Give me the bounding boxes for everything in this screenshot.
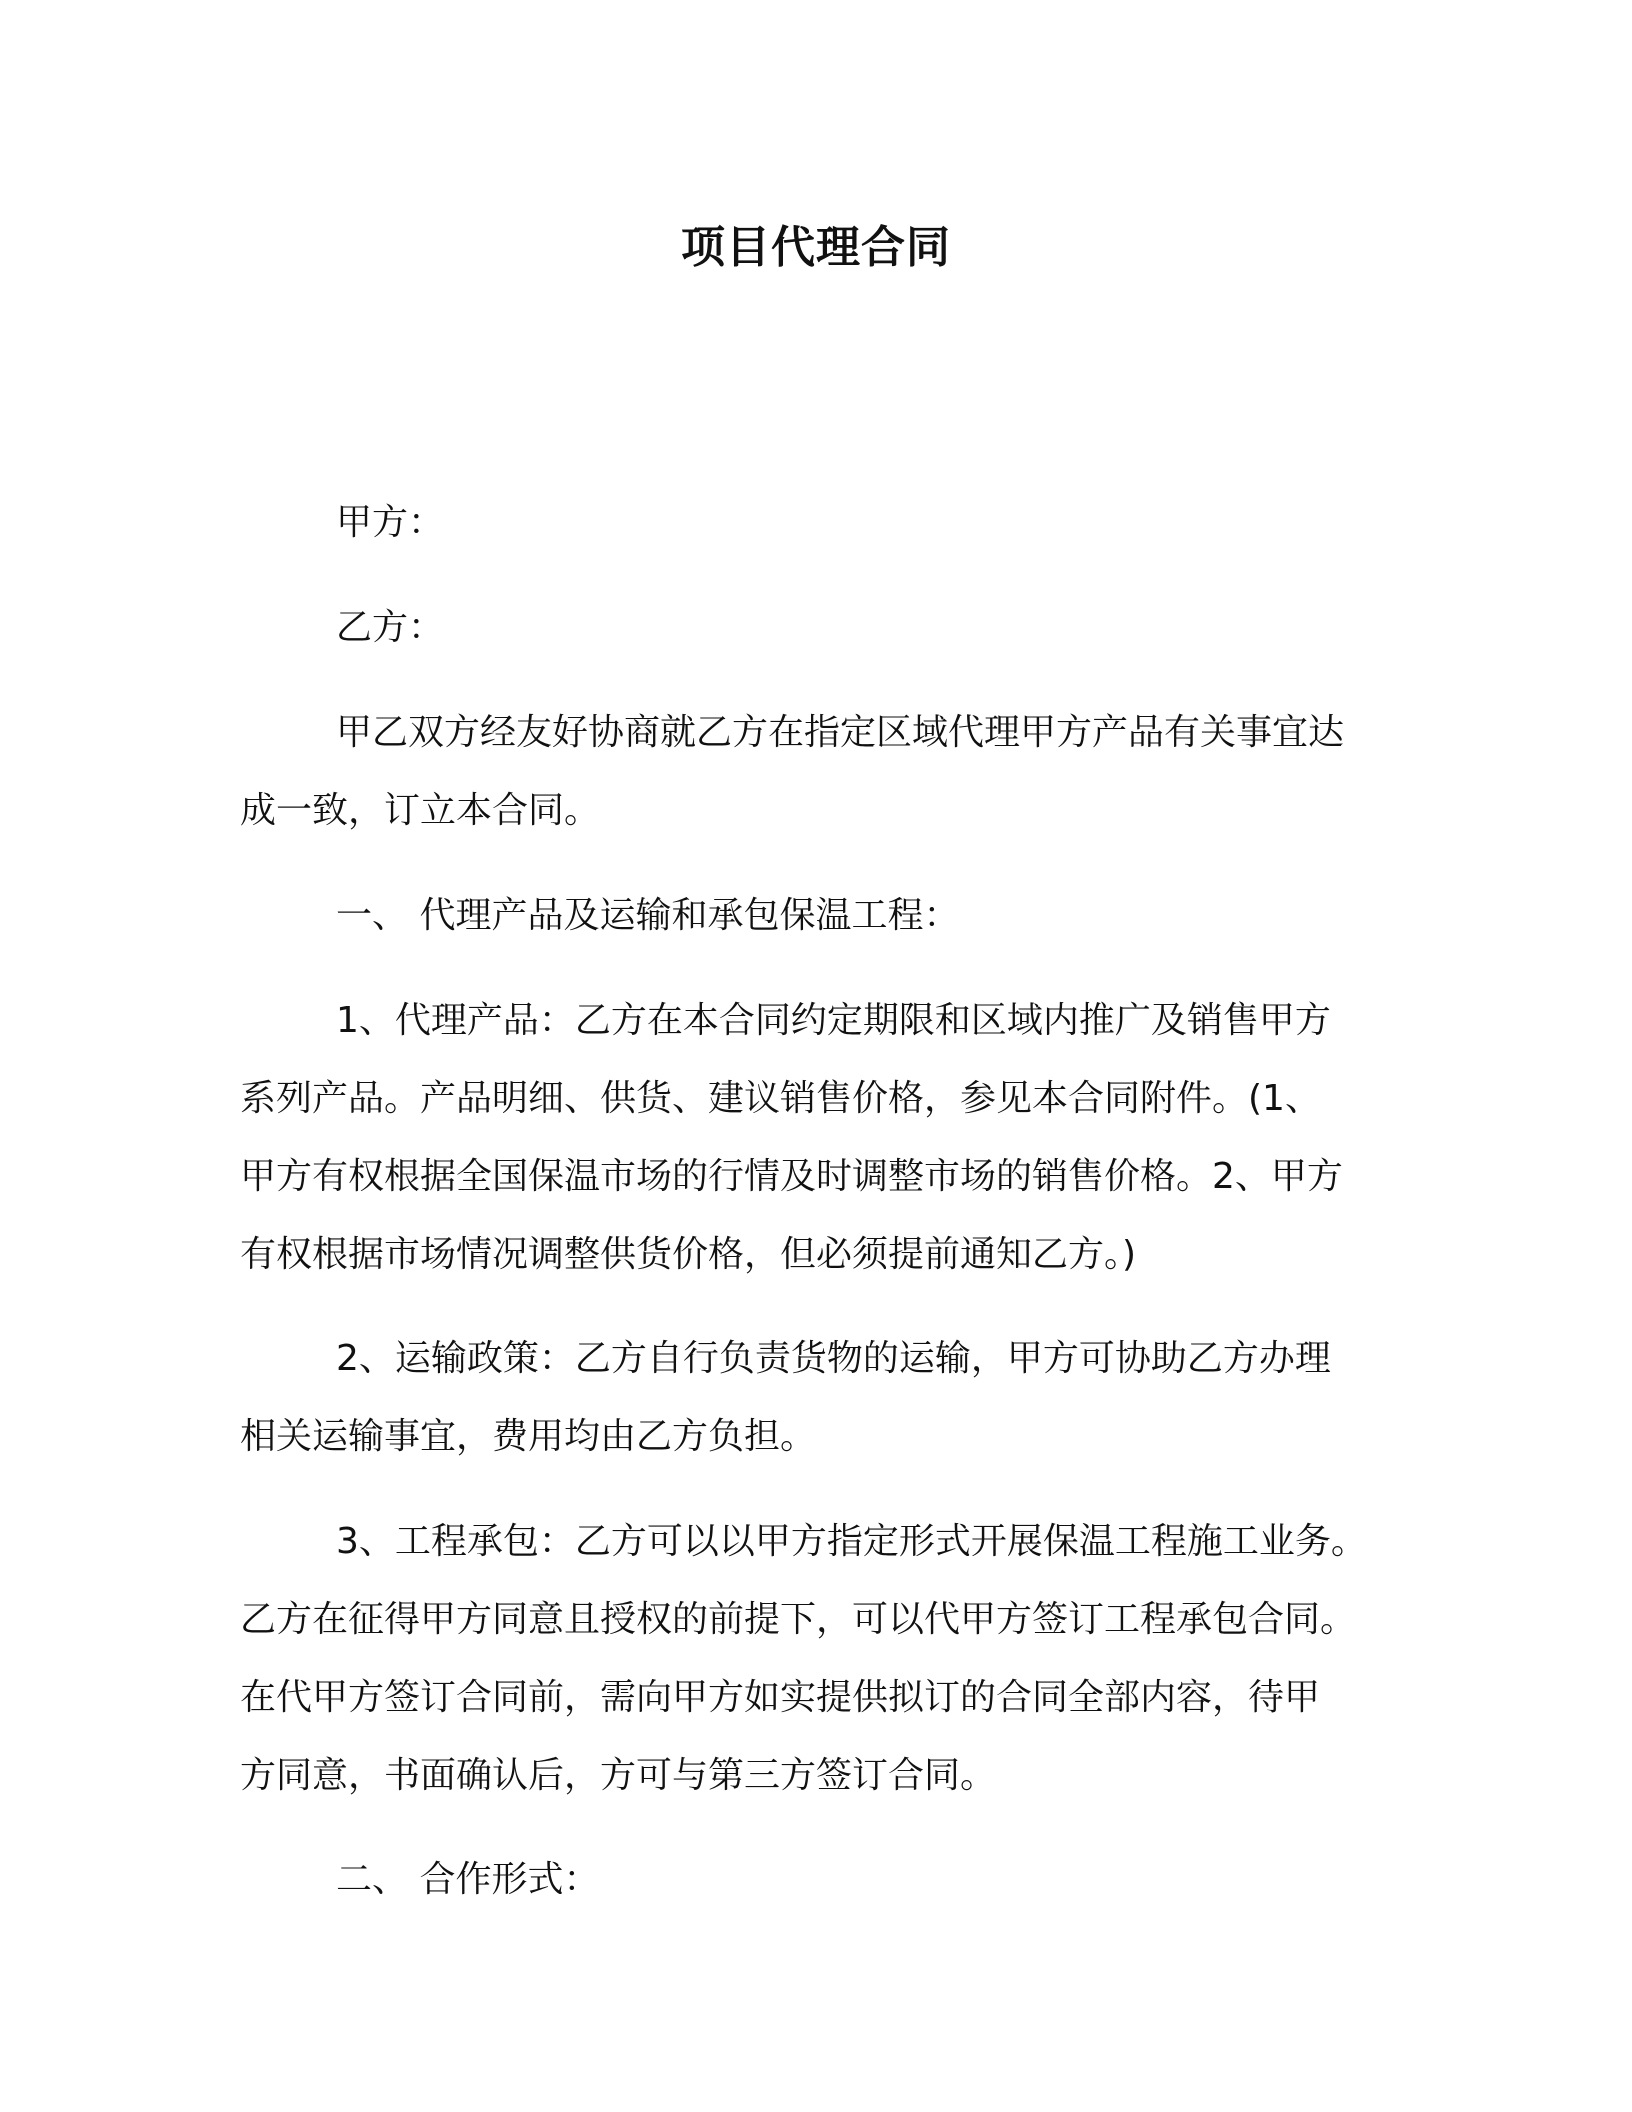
item-3-paragraph [240, 1503, 1380, 1815]
item-2-paragraph [240, 1320, 1380, 1476]
item-3-line: 乙方在征得甲方同意且授权的前提下，可以代甲方签订工程承包合同。 [240, 1599, 1357, 1640]
item-3-line: 在代甲方签订合同前，需向甲方如实提供拟订的合同全部内容，待甲 [240, 1677, 1321, 1718]
document-title: 项目代理合同 [681, 222, 951, 273]
section-1-heading [240, 877, 1380, 955]
item-1-paragraph [240, 982, 1380, 1294]
item-3-line: 方同意，书面确认后，方可与第三方签订合同。 [240, 1755, 997, 1796]
party-a-label [240, 484, 1380, 562]
intro-line: 成一致，订立本合同。 [240, 790, 601, 831]
section-2-heading-text: 二、 合作形式： [336, 1859, 600, 1900]
item-1-line: 有权根据市场情况调整供货价格，但必须提前通知乙方。) [240, 1234, 1137, 1275]
item-1-line: 系列产品。产品明细、供货、建议销售价格，参见本合同附件。(1、 [240, 1078, 1321, 1119]
item-2-line: 2、运输政策：乙方自行负责货物的运输，甲方可协助乙方办理 [336, 1338, 1331, 1379]
party-a-text: 甲方： [336, 502, 445, 543]
intro-paragraph [240, 694, 1380, 850]
item-3-line: 3、工程承包：乙方可以以甲方指定形式开展保温工程施工业务。 [336, 1521, 1367, 1562]
party-b-label [240, 589, 1380, 667]
section-1-heading-text: 一、 代理产品及运输和承包保温工程： [336, 895, 960, 936]
item-1-line: 甲方有权根据全国保温市场的行情及时调整市场的销售价格。2、甲方 [240, 1156, 1343, 1197]
section-2-heading [240, 1841, 1380, 1919]
intro-line: 甲乙双方经友好协商就乙方在指定区域代理甲方产品有关事宜达 [336, 712, 1345, 753]
item-1-line: 1、代理产品：乙方在本合同约定期限和区域内推广及销售甲方 [336, 1000, 1331, 1041]
party-b-text: 乙方： [336, 607, 445, 648]
item-2-line: 相关运输事宜，费用均由乙方负担。 [240, 1416, 817, 1457]
